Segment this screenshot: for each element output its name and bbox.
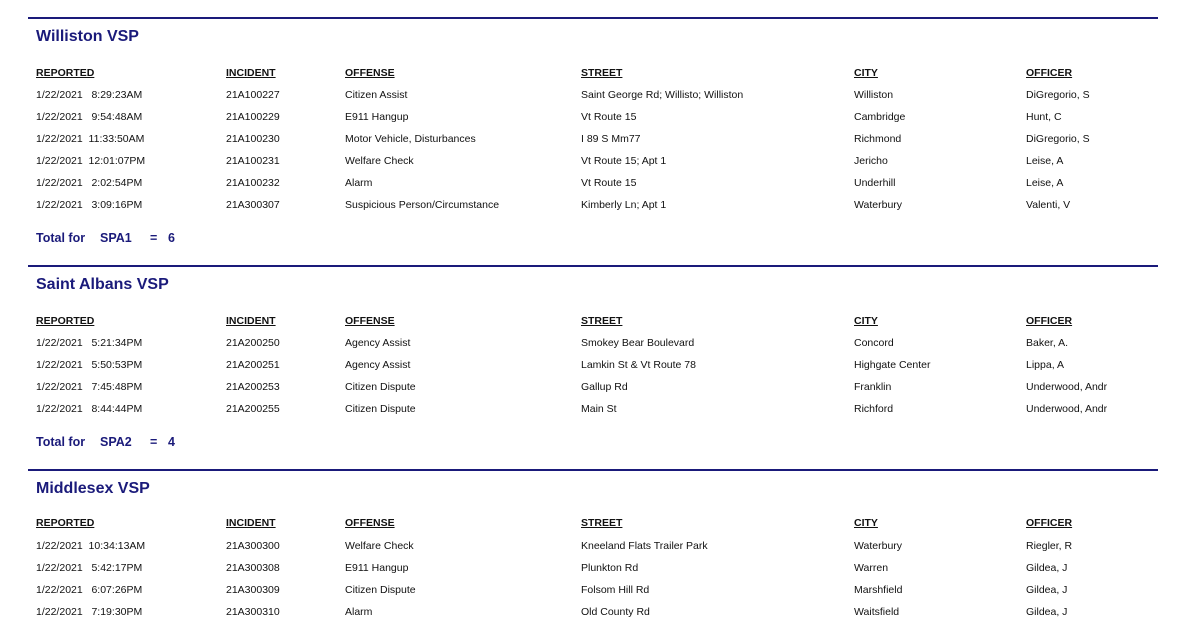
- cell-offense: Citizen Assist: [345, 89, 408, 101]
- cell-street: Folsom Hill Rd: [581, 584, 650, 596]
- cell-reported: 1/22/2021 10:34:13AM: [36, 540, 146, 552]
- cell-city: Jericho: [854, 155, 888, 167]
- cell-incident: 21A100229: [226, 111, 280, 123]
- cell-reported: 1/22/2021 11:33:50AM: [36, 133, 145, 145]
- header-offense: OFFENSE: [345, 67, 395, 79]
- cell-reported: 1/22/2021 8:29:23AM: [36, 89, 143, 101]
- cell-incident: 21A300307: [226, 199, 280, 211]
- cell-officer: Lippa, A: [1026, 359, 1064, 371]
- cell-street: Plunkton Rd: [581, 562, 639, 574]
- cell-incident: 21A300310: [226, 606, 280, 618]
- header-offense: OFFENSE: [345, 315, 395, 327]
- cell-incident: 21A300300: [226, 540, 280, 552]
- header-offense: OFFENSE: [345, 517, 395, 529]
- header-officer: OFFICER: [1026, 315, 1073, 327]
- cell-offense: Welfare Check: [345, 540, 414, 552]
- cell-incident: 21A300308: [226, 562, 280, 574]
- cell-city: Warren: [854, 562, 889, 574]
- cell-city: Cambridge: [854, 111, 906, 123]
- cell-city: Concord: [854, 337, 894, 349]
- header-street: STREET: [581, 67, 623, 79]
- header-officer: OFFICER: [1026, 517, 1073, 529]
- table-row: [28, 606, 1158, 626]
- section-title: Saint Albans VSP: [36, 276, 169, 293]
- header-street: STREET: [581, 517, 623, 529]
- cell-street: I 89 S Mm77: [581, 133, 641, 145]
- cell-street: Vt Route 15: [581, 111, 637, 123]
- total-code: SPA1: [100, 231, 132, 245]
- cell-offense: Suspicious Person/Circumstance: [345, 199, 500, 211]
- section-divider: [28, 17, 1158, 19]
- cell-city: Marshfield: [854, 584, 903, 596]
- cell-incident: 21A100232: [226, 177, 280, 189]
- cell-incident: 21A100227: [226, 89, 280, 101]
- cell-street: Gallup Rd: [581, 381, 628, 393]
- section-divider: [28, 469, 1158, 471]
- cell-city: Waterbury: [854, 199, 903, 211]
- cell-officer: Hunt, C: [1026, 111, 1062, 123]
- cell-officer: DiGregorio, S: [1026, 133, 1090, 145]
- total-label: Total for: [36, 231, 86, 245]
- cell-offense: E911 Hangup: [345, 562, 409, 574]
- total-equals: =: [150, 231, 158, 245]
- cell-offense: Welfare Check: [345, 155, 414, 167]
- section-title: Middlesex VSP: [36, 480, 150, 497]
- cell-incident: 21A200250: [226, 337, 280, 349]
- cell-reported: 1/22/2021 7:19:30PM: [36, 606, 143, 618]
- total-count: 4: [168, 435, 175, 449]
- cell-reported: 1/22/2021 5:50:53PM: [36, 359, 143, 371]
- total-code: SPA2: [100, 435, 132, 449]
- table-row: [28, 403, 1158, 423]
- table-row: [28, 111, 1158, 131]
- cell-street: Lamkin St & Vt Route 78: [581, 359, 696, 371]
- table-row: [28, 133, 1158, 153]
- cell-incident: 21A200253: [226, 381, 280, 393]
- cell-reported: 1/22/2021 2:02:54PM: [36, 177, 143, 189]
- cell-reported: 1/22/2021 5:21:34PM: [36, 337, 143, 349]
- cell-city: Williston: [854, 89, 894, 101]
- cell-incident: 21A100230: [226, 133, 280, 145]
- table-row: [28, 584, 1158, 604]
- total-label: Total for: [36, 435, 86, 449]
- header-incident: INCIDENT: [226, 67, 276, 79]
- cell-offense: Citizen Dispute: [345, 584, 416, 596]
- cell-city: Franklin: [854, 381, 892, 393]
- table-row: [28, 359, 1158, 379]
- cell-reported: 1/22/2021 7:45:48PM: [36, 381, 143, 393]
- cell-street: Vt Route 15: [581, 177, 637, 189]
- table-row: [28, 89, 1158, 109]
- header-city: CITY: [854, 67, 878, 79]
- cell-city: Richmond: [854, 133, 902, 145]
- cell-incident: 21A200251: [226, 359, 280, 371]
- cell-street: Smokey Bear Boulevard: [581, 337, 695, 349]
- cell-city: Waterbury: [854, 540, 903, 552]
- cell-street: Vt Route 15; Apt 1: [581, 155, 667, 167]
- cell-officer: Gildea, J: [1026, 606, 1068, 618]
- header-incident: INCIDENT: [226, 517, 276, 529]
- table-row: [28, 199, 1158, 219]
- cell-reported: 1/22/2021 6:07:26PM: [36, 584, 143, 596]
- cell-offense: Citizen Dispute: [345, 403, 416, 415]
- cell-reported: 1/22/2021 8:44:44PM: [36, 403, 143, 415]
- cell-incident: 21A200255: [226, 403, 280, 415]
- cell-reported: 1/22/2021 5:42:17PM: [36, 562, 143, 574]
- cell-officer: Leise, A: [1026, 177, 1064, 189]
- cell-offense: Alarm: [345, 606, 373, 618]
- cell-offense: Motor Vehicle, Disturbances: [345, 133, 476, 145]
- cell-city: Waitsfield: [854, 606, 900, 618]
- cell-officer: Riegler, R: [1026, 540, 1073, 552]
- cell-street: Old County Rd: [581, 606, 650, 618]
- column-headers: [28, 67, 1158, 87]
- cell-city: Highgate Center: [854, 359, 931, 371]
- cell-offense: E911 Hangup: [345, 111, 409, 123]
- cell-officer: Baker, A.: [1026, 337, 1069, 349]
- cell-offense: Alarm: [345, 177, 373, 189]
- cell-reported: 1/22/2021 12:01:07PM: [36, 155, 146, 167]
- cell-officer: Underwood, Andr: [1026, 381, 1108, 393]
- section-divider: [28, 265, 1158, 267]
- cell-offense: Agency Assist: [345, 359, 411, 371]
- cell-officer: Valenti, V: [1026, 199, 1071, 211]
- cell-reported: 1/22/2021 3:09:16PM: [36, 199, 143, 211]
- cell-street: Saint George Rd; Willisto; Williston: [581, 89, 744, 101]
- table-row: [28, 540, 1158, 560]
- total-equals: =: [150, 435, 158, 449]
- header-reported: REPORTED: [36, 67, 95, 79]
- cell-officer: Gildea, J: [1026, 584, 1068, 596]
- table-row: [28, 155, 1158, 175]
- cell-officer: DiGregorio, S: [1026, 89, 1090, 101]
- cell-street: Kimberly Ln; Apt 1: [581, 199, 667, 211]
- cell-incident: 21A100231: [226, 155, 280, 167]
- cell-offense: Agency Assist: [345, 337, 411, 349]
- table-row: [28, 562, 1158, 582]
- cell-incident: 21A300309: [226, 584, 280, 596]
- header-street: STREET: [581, 315, 623, 327]
- header-officer: OFFICER: [1026, 67, 1073, 79]
- cell-offense: Citizen Dispute: [345, 381, 416, 393]
- header-reported: REPORTED: [36, 517, 95, 529]
- header-city: CITY: [854, 517, 878, 529]
- cell-reported: 1/22/2021 9:54:48AM: [36, 111, 143, 123]
- total-count: 6: [168, 231, 175, 245]
- cell-city: Underhill: [854, 177, 896, 189]
- cell-street: Kneeland Flats Trailer Park: [581, 540, 708, 552]
- column-headers: [28, 517, 1158, 537]
- cell-city: Richford: [854, 403, 894, 415]
- header-incident: INCIDENT: [226, 315, 276, 327]
- column-headers: [28, 315, 1158, 335]
- cell-officer: Leise, A: [1026, 155, 1064, 167]
- table-row: [28, 381, 1158, 401]
- table-row: [28, 337, 1158, 357]
- cell-officer: Underwood, Andr: [1026, 403, 1108, 415]
- cell-officer: Gildea, J: [1026, 562, 1068, 574]
- header-city: CITY: [854, 315, 878, 327]
- section-title: Williston VSP: [36, 28, 139, 45]
- cell-street: Main St: [581, 403, 617, 415]
- header-reported: REPORTED: [36, 315, 95, 327]
- table-row: [28, 177, 1158, 197]
